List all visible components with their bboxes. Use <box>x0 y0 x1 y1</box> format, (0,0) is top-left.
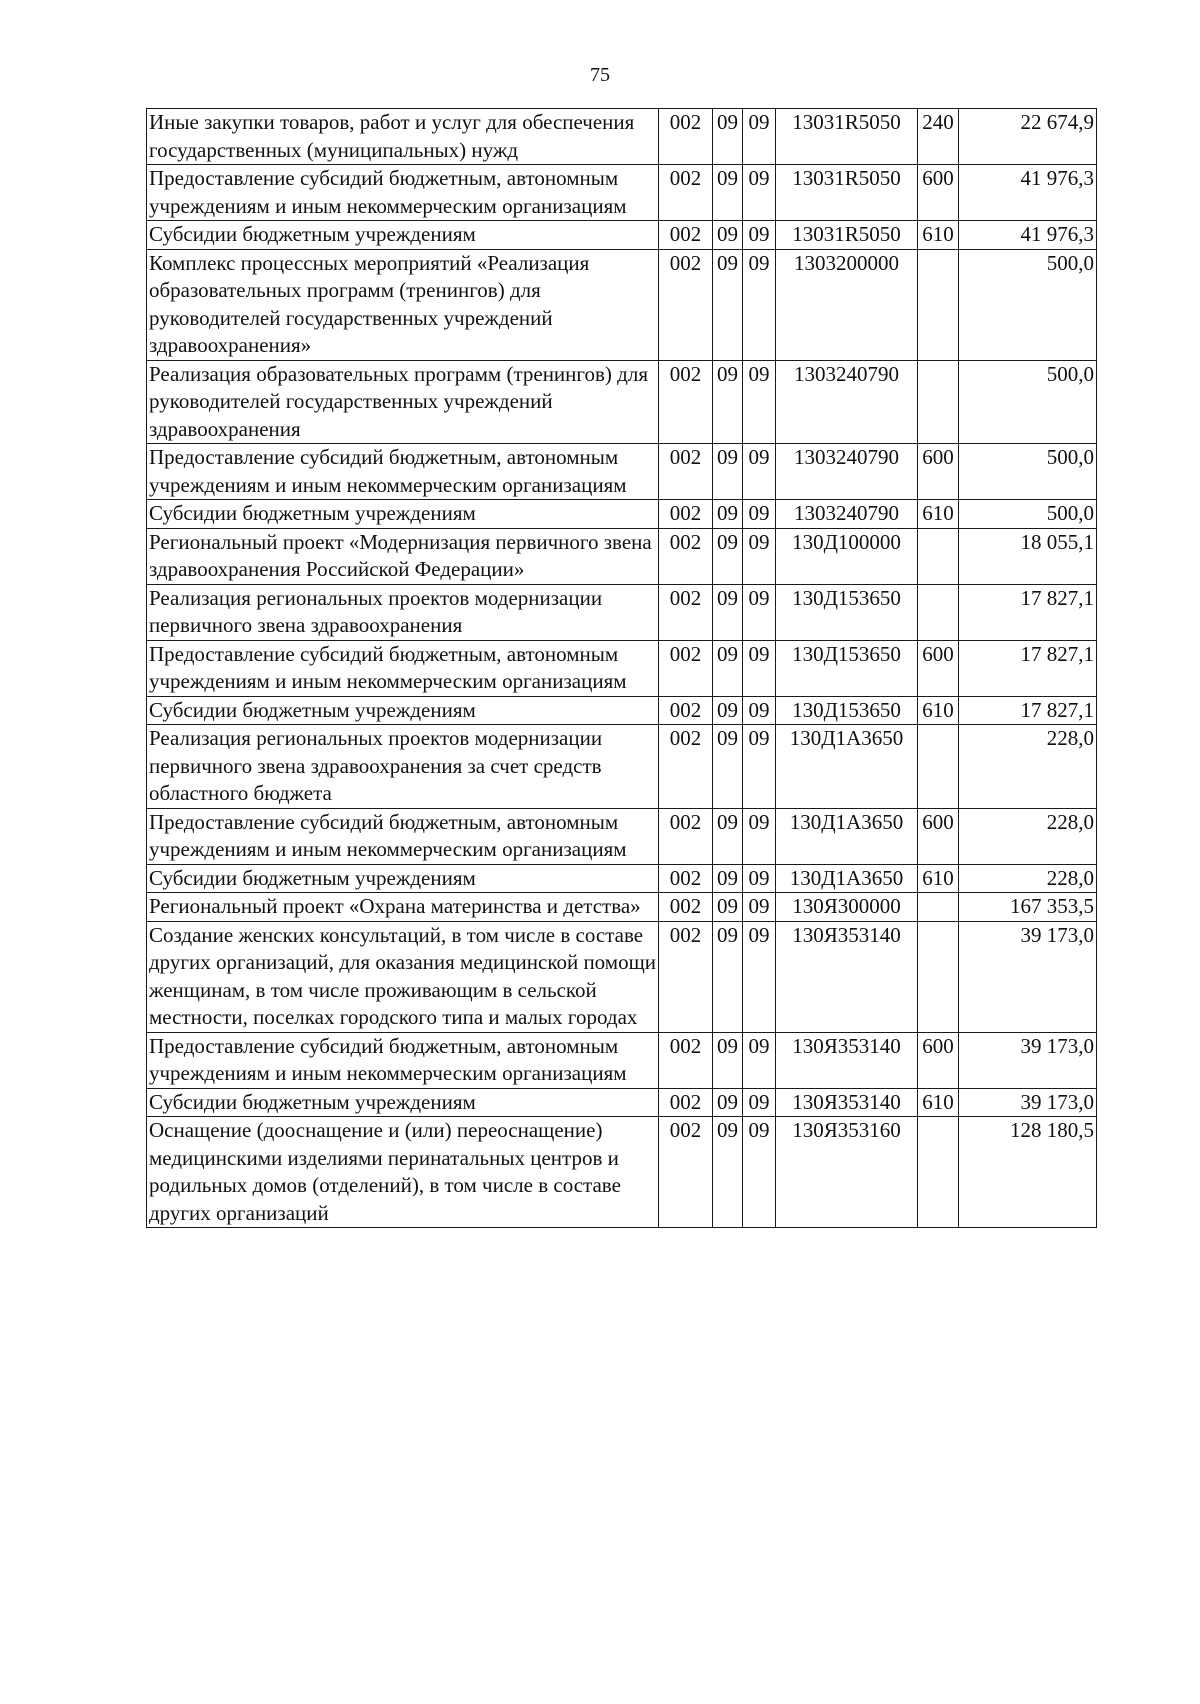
subsection-code-cell: 09 <box>743 864 776 893</box>
subsection-code-cell: 09 <box>743 696 776 725</box>
subsection-code-cell: 09 <box>743 584 776 640</box>
section-code-cell: 09 <box>713 921 743 1032</box>
name-cell: Региональный проект «Охрана материнства и детства» <box>147 893 659 922</box>
subsection-code-cell: 09 <box>743 1032 776 1088</box>
subsection-code-cell: 09 <box>743 221 776 250</box>
amount-cell: 500,0 <box>959 500 1097 529</box>
department-code-cell: 002 <box>659 584 713 640</box>
name-cell: Субсидии бюджетным учреждениям <box>147 696 659 725</box>
department-code-cell: 002 <box>659 360 713 444</box>
subsection-code-cell: 09 <box>743 165 776 221</box>
amount-cell: 39 173,0 <box>959 1088 1097 1117</box>
subsection-code-cell: 09 <box>743 808 776 864</box>
name-cell: Предоставление субсидий бюджетным, автономным учреждениям и иным некоммерческим организациям <box>147 640 659 696</box>
target-article-cell: 130Я353140 <box>776 1032 918 1088</box>
budget-table <box>146 108 1097 1228</box>
amount-cell: 41 976,3 <box>959 221 1097 250</box>
expense-type-cell <box>918 249 959 360</box>
section-code-cell: 09 <box>713 165 743 221</box>
name-cell: Предоставление субсидий бюджетным, автономным учреждениям и иным некоммерческим организациям <box>147 1032 659 1088</box>
name-cell: Иные закупки товаров, работ и услуг для обеспечения государственных (муниципальных) нужд <box>147 109 659 165</box>
table-row <box>147 1032 1097 1088</box>
expense-type-cell <box>918 921 959 1032</box>
table-row <box>147 444 1097 500</box>
amount-cell: 39 173,0 <box>959 921 1097 1032</box>
expense-type-cell: 610 <box>918 696 959 725</box>
amount-cell: 128 180,5 <box>959 1117 1097 1228</box>
table-row <box>147 360 1097 444</box>
department-code-cell: 002 <box>659 528 713 584</box>
department-code-cell: 002 <box>659 1117 713 1228</box>
subsection-code-cell: 09 <box>743 1117 776 1228</box>
section-code-cell: 09 <box>713 221 743 250</box>
department-code-cell: 002 <box>659 696 713 725</box>
department-code-cell: 002 <box>659 921 713 1032</box>
expense-type-cell: 600 <box>918 165 959 221</box>
section-code-cell: 09 <box>713 893 743 922</box>
expense-type-cell <box>918 584 959 640</box>
table-row <box>147 640 1097 696</box>
expense-type-cell: 600 <box>918 1032 959 1088</box>
expense-type-cell: 240 <box>918 109 959 165</box>
table-row <box>147 584 1097 640</box>
table-row <box>147 1088 1097 1117</box>
department-code-cell: 002 <box>659 640 713 696</box>
department-code-cell: 002 <box>659 249 713 360</box>
subsection-code-cell: 09 <box>743 249 776 360</box>
section-code-cell: 09 <box>713 725 743 809</box>
target-article-cell: 1303240790 <box>776 360 918 444</box>
target-article-cell: 130Д153650 <box>776 640 918 696</box>
department-code-cell: 002 <box>659 725 713 809</box>
expense-type-cell: 600 <box>918 808 959 864</box>
target-article-cell: 130Д1А3650 <box>776 808 918 864</box>
subsection-code-cell: 09 <box>743 893 776 922</box>
target-article-cell: 130Д153650 <box>776 696 918 725</box>
target-article-cell: 130Я300000 <box>776 893 918 922</box>
department-code-cell: 002 <box>659 221 713 250</box>
amount-cell: 228,0 <box>959 864 1097 893</box>
target-article-cell: 130Д1А3650 <box>776 725 918 809</box>
amount-cell: 22 674,9 <box>959 109 1097 165</box>
department-code-cell: 002 <box>659 444 713 500</box>
section-code-cell: 09 <box>713 1117 743 1228</box>
amount-cell: 500,0 <box>959 249 1097 360</box>
amount-cell: 228,0 <box>959 725 1097 809</box>
section-code-cell: 09 <box>713 444 743 500</box>
amount-cell: 39 173,0 <box>959 1032 1097 1088</box>
table-row <box>147 500 1097 529</box>
expense-type-cell <box>918 725 959 809</box>
expense-type-cell <box>918 893 959 922</box>
department-code-cell: 002 <box>659 893 713 922</box>
subsection-code-cell: 09 <box>743 1088 776 1117</box>
expense-type-cell: 610 <box>918 864 959 893</box>
amount-cell: 18 055,1 <box>959 528 1097 584</box>
department-code-cell: 002 <box>659 500 713 529</box>
name-cell: Реализация региональных проектов модернизации первичного звена здравоохранения <box>147 584 659 640</box>
name-cell: Предоставление субсидий бюджетным, автономным учреждениям и иным некоммерческим организациям <box>147 165 659 221</box>
section-code-cell: 09 <box>713 584 743 640</box>
expense-type-cell <box>918 360 959 444</box>
table-row <box>147 165 1097 221</box>
name-cell: Реализация региональных проектов модернизации первичного звена здравоохранения за счет средств областного бюджета <box>147 725 659 809</box>
expense-type-cell: 610 <box>918 221 959 250</box>
amount-cell: 500,0 <box>959 444 1097 500</box>
section-code-cell: 09 <box>713 500 743 529</box>
subsection-code-cell: 09 <box>743 500 776 529</box>
section-code-cell: 09 <box>713 1088 743 1117</box>
name-cell: Оснащение (дооснащение и (или) переоснащение) медицинскими изделиями перинатальных центров и родильных домов (отделений), в том числе в составе других организаций <box>147 1117 659 1228</box>
section-code-cell: 09 <box>713 696 743 725</box>
table-row <box>147 696 1097 725</box>
target-article-cell: 130Я353140 <box>776 921 918 1032</box>
subsection-code-cell: 09 <box>743 640 776 696</box>
table-row <box>147 864 1097 893</box>
table-row <box>147 921 1097 1032</box>
table-row <box>147 725 1097 809</box>
target-article-cell: 130Я353140 <box>776 1088 918 1117</box>
department-code-cell: 002 <box>659 109 713 165</box>
subsection-code-cell: 09 <box>743 444 776 500</box>
department-code-cell: 002 <box>659 864 713 893</box>
table-row <box>147 528 1097 584</box>
subsection-code-cell: 09 <box>743 921 776 1032</box>
section-code-cell: 09 <box>713 109 743 165</box>
name-cell: Предоставление субсидий бюджетным, автономным учреждениям и иным некоммерческим организациям <box>147 808 659 864</box>
amount-cell: 41 976,3 <box>959 165 1097 221</box>
expense-type-cell: 610 <box>918 1088 959 1117</box>
name-cell: Субсидии бюджетным учреждениям <box>147 221 659 250</box>
page-number: 75 <box>590 64 610 86</box>
table-row <box>147 893 1097 922</box>
department-code-cell: 002 <box>659 1032 713 1088</box>
name-cell: Комплекс процессных мероприятий «Реализация образовательных программ (тренингов) для руководителей государственных учреждений здравоохранения» <box>147 249 659 360</box>
target-article-cell: 13031R5050 <box>776 221 918 250</box>
name-cell: Субсидии бюджетным учреждениям <box>147 1088 659 1117</box>
section-code-cell: 09 <box>713 640 743 696</box>
table-row <box>147 1117 1097 1228</box>
expense-type-cell <box>918 1117 959 1228</box>
section-code-cell: 09 <box>713 808 743 864</box>
amount-cell: 500,0 <box>959 360 1097 444</box>
amount-cell: 17 827,1 <box>959 640 1097 696</box>
target-article-cell: 130Д100000 <box>776 528 918 584</box>
amount-cell: 17 827,1 <box>959 696 1097 725</box>
expense-type-cell: 600 <box>918 640 959 696</box>
table-body <box>147 109 1097 1228</box>
target-article-cell: 1303240790 <box>776 500 918 529</box>
section-code-cell: 09 <box>713 1032 743 1088</box>
expense-type-cell <box>918 528 959 584</box>
table-row <box>147 808 1097 864</box>
department-code-cell: 002 <box>659 808 713 864</box>
target-article-cell: 130Д153650 <box>776 584 918 640</box>
name-cell: Реализация образовательных программ (тренингов) для руководителей государственных учреждений здравоохранения <box>147 360 659 444</box>
name-cell: Региональный проект «Модернизация первичного звена здравоохранения Российской Федерации» <box>147 528 659 584</box>
name-cell: Субсидии бюджетным учреждениям <box>147 864 659 893</box>
department-code-cell: 002 <box>659 165 713 221</box>
table-row <box>147 109 1097 165</box>
name-cell: Создание женских консультаций, в том числе в составе других организаций, для оказания медицинской помощи женщинам, в том числе проживающим в сельской местности, поселках городского типа и малых городах <box>147 921 659 1032</box>
target-article-cell: 130Д1А3650 <box>776 864 918 893</box>
section-code-cell: 09 <box>713 360 743 444</box>
table-row <box>147 249 1097 360</box>
section-code-cell: 09 <box>713 528 743 584</box>
subsection-code-cell: 09 <box>743 109 776 165</box>
expense-type-cell: 610 <box>918 500 959 529</box>
target-article-cell: 13031R5050 <box>776 165 918 221</box>
subsection-code-cell: 09 <box>743 725 776 809</box>
target-article-cell: 130Я353160 <box>776 1117 918 1228</box>
amount-cell: 17 827,1 <box>959 584 1097 640</box>
name-cell: Предоставление субсидий бюджетным, автономным учреждениям и иным некоммерческим организациям <box>147 444 659 500</box>
name-cell: Субсидии бюджетным учреждениям <box>147 500 659 529</box>
section-code-cell: 09 <box>713 249 743 360</box>
target-article-cell: 13031R5050 <box>776 109 918 165</box>
target-article-cell: 1303240790 <box>776 444 918 500</box>
amount-cell: 228,0 <box>959 808 1097 864</box>
section-code-cell: 09 <box>713 864 743 893</box>
department-code-cell: 002 <box>659 1088 713 1117</box>
subsection-code-cell: 09 <box>743 528 776 584</box>
amount-cell: 167 353,5 <box>959 893 1097 922</box>
table-row <box>147 221 1097 250</box>
target-article-cell: 1303200000 <box>776 249 918 360</box>
expense-type-cell: 600 <box>918 444 959 500</box>
subsection-code-cell: 09 <box>743 360 776 444</box>
